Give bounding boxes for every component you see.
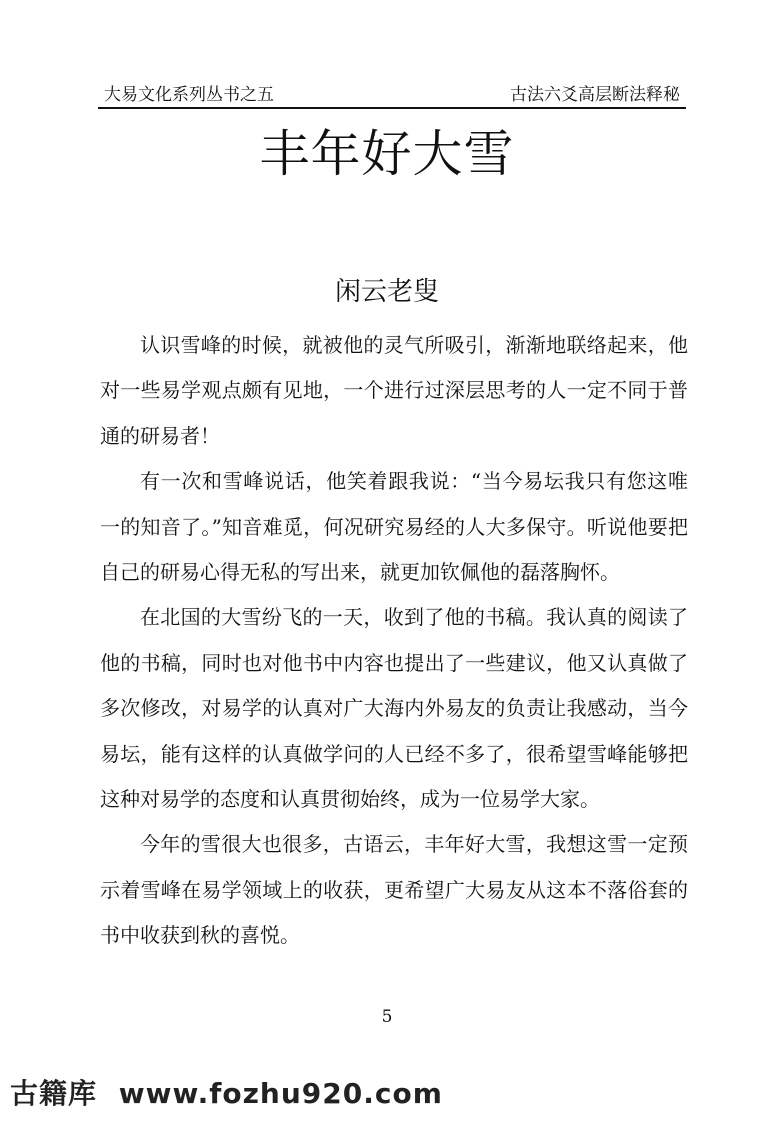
header-book-title: 古法六爻高层断法释秘 [510, 85, 680, 105]
page-title: 丰年好大雪 [259, 125, 515, 183]
watermark-url: www.fozhu920.com [118, 1077, 443, 1110]
paragraph: 认识雪峰的时候，就被他的灵气所吸引，渐渐地联络起来，他对一些易学观点颇有见地，一个进行过深层思考的人一定不同于普通的研易者！ [100, 333, 688, 448]
paragraph: 有一次和雪峰说话，他笑着跟我说：“当今易坛我只有您这唯一的知音了。”知音难觅，何况研究易经的人大多保守。听说他要把自己的研易心得无私的写出来，就更加钦佩他的磊落胸怀。 [100, 469, 688, 585]
running-header [100, 84, 684, 108]
page-number: 5 [381, 1007, 393, 1027]
header-series-title: 大易文化系列丛书之五 [104, 85, 274, 105]
paragraph: 今年的雪很大也很多，古语云，丰年好大雪，我想这雪一定预示着雪峰在易学领域上的收获，更希望广大易友从这本不落俗套的书中收获到秋的喜悦。 [100, 832, 688, 948]
paragraph: 在北国的大雪纷飞的一天，收到了他的书稿。我认真的阅读了他的书稿，同时也对他书中内容也提出了一些建议，他又认真做了多次修改，对易学的认真对广大海内外易友的负责让我感动，当今易坛，能有这样的认真做学问的人已经不多了，很希望雪峰能够把这种对易学的态度和认真贯彻始终，成为一位易学大家。 [100, 605, 688, 812]
watermark-brand: 古籍库 [10, 1077, 98, 1110]
header-rule [98, 107, 686, 109]
watermark [10, 1076, 443, 1112]
body-text [100, 323, 688, 959]
author-name: 闲云老叟 [334, 277, 439, 307]
